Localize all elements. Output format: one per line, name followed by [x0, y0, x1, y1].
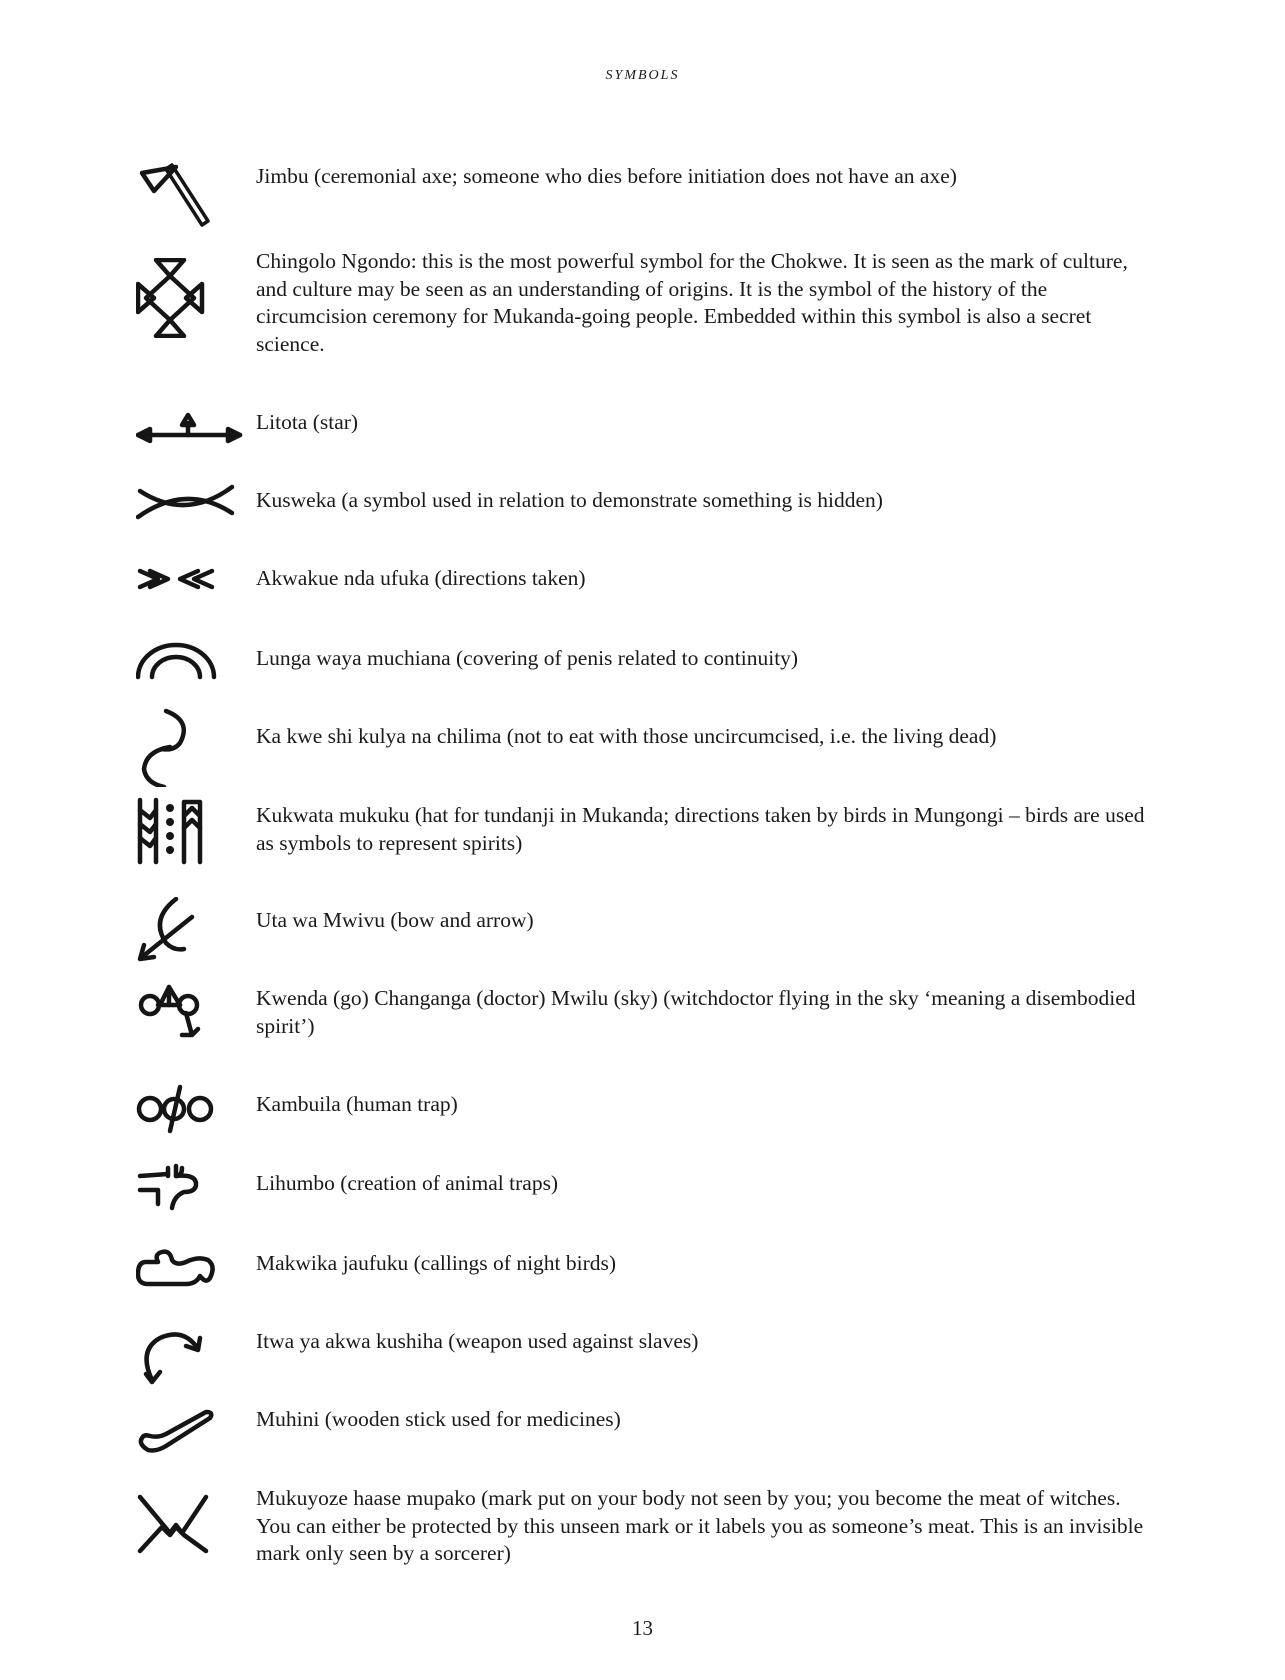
- symbol-description: Akwakue nda ufuka (directions taken): [256, 566, 586, 590]
- symbol-description: Lihumbo (creation of animal traps): [256, 1171, 559, 1195]
- chevron-columns-icon: [136, 796, 246, 876]
- page-number: 13: [632, 1616, 653, 1640]
- symbol-description: Mukuyoze haase mupako (mark put on your body not seen by you; you become the meat of witches. You can either be protected by this unseen mark or it labels you as someone’s meat. This is an invisible mark only seen by a sorcerer): [256, 1486, 1144, 1565]
- curved-arrow-icon: [136, 1314, 246, 1394]
- night-bird-icon: [136, 1222, 246, 1302]
- symbol-description: Kwenda (go) Changanga (doctor) Mwilu (sky) (witchdoctor flying in the sky ‘meaning a disembodied spirit’): [256, 986, 1136, 1038]
- wooden-stick-icon: [136, 1392, 246, 1472]
- opposing-chevrons-icon: [136, 539, 246, 619]
- symbol-description: Muhini (wooden stick used for medicines): [256, 1407, 621, 1431]
- symbol-description: Ka kwe shi kulya na chilima (not to eat with those uncircumcised, i.e. the living dead): [256, 724, 997, 748]
- symbol-description: Itwa ya akwa kushiha (weapon used against slaves): [256, 1329, 699, 1353]
- loops-trap-icon: [136, 1067, 246, 1147]
- symbol-description: Makwika jaufuku (callings of night birds): [256, 1251, 617, 1275]
- double-arrow-star-icon: [136, 385, 246, 465]
- running-header: SYMBOLS: [605, 68, 680, 83]
- zigzag-cross-icon: [136, 1487, 246, 1567]
- symbol-description: Kambuila (human trap): [256, 1092, 458, 1116]
- symbol-description: Chingolo Ngondo: this is the most powerful symbol for the Chokwe. It is seen as the mark of culture, and culture may be seen as an understanding of origins. It is the symbol of the history of the circumcision ceremony for Mukanda-going people. Embedded within this symbol is also a secret science.: [256, 249, 1128, 356]
- crossed-curves-icon: [136, 461, 246, 541]
- spiral-hook-icon: [136, 707, 246, 787]
- symbol-description: Lunga waya muchiana (covering of penis related to continuity): [256, 646, 799, 670]
- symbol-description: Litota (star): [256, 410, 359, 434]
- symbol-description: Jimbu (ceremonial axe; someone who dies before initiation does not have an axe): [256, 164, 957, 188]
- axe-icon: [136, 159, 246, 239]
- flying-figure-icon: [136, 979, 246, 1059]
- symbol-description: Uta wa Mwivu (bow and arrow): [256, 908, 534, 932]
- animal-trap-icon: [136, 1146, 246, 1226]
- symbol-description: Kukwata mukuku (hat for tundanji in Mukanda; directions taken by birds in Mungongi – birds are used as symbols to represent spirits): [256, 803, 1145, 855]
- symbol-description: Kusweka (a symbol used in relation to demonstrate something is hidden): [256, 488, 883, 512]
- bow-arrow-icon: [136, 897, 246, 977]
- four-triangles-cross-icon: [136, 258, 246, 338]
- double-arc-icon: [136, 621, 246, 701]
